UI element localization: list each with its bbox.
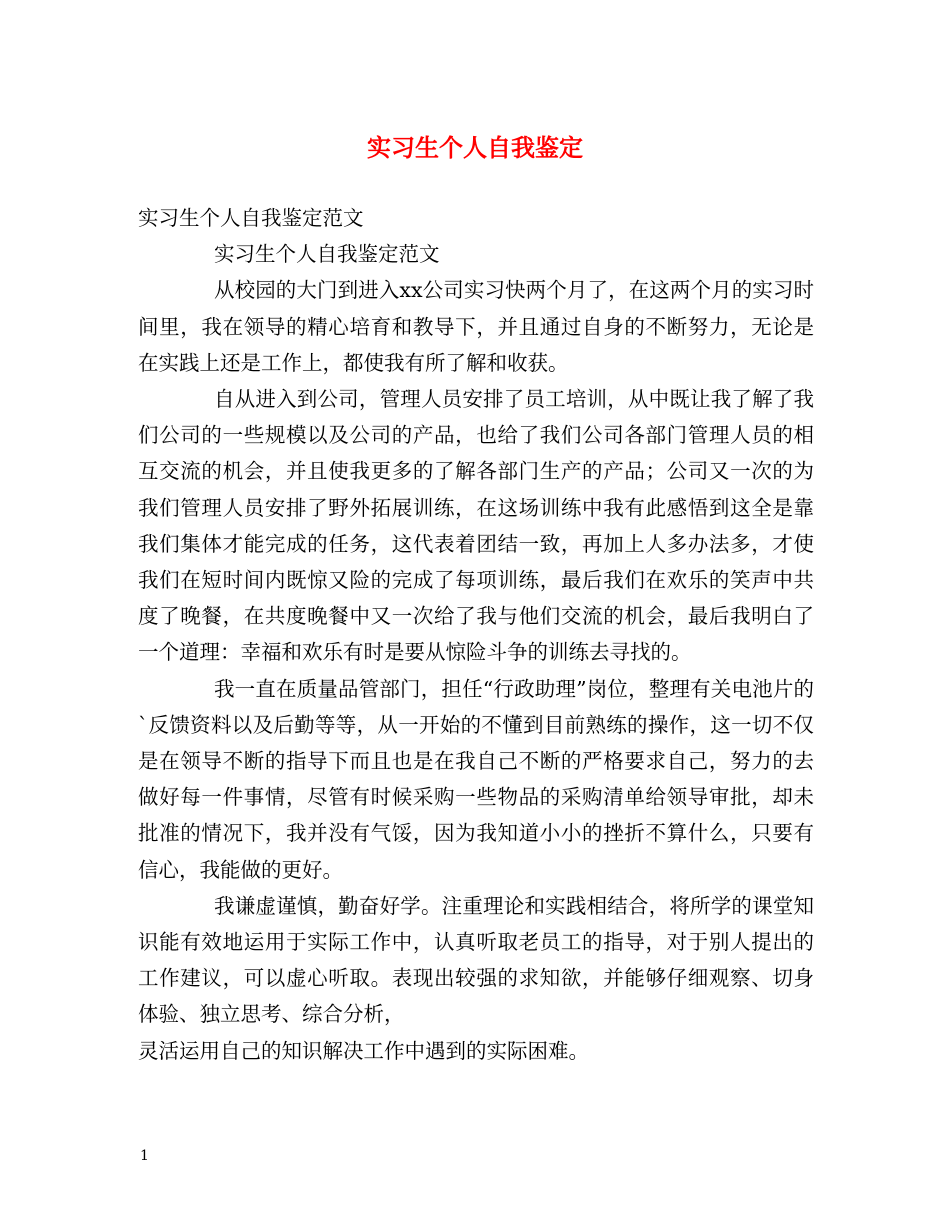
- paragraph: 实习生个人自我鉴定范文: [214, 242, 440, 267]
- paragraph: 实习生个人自我鉴定范文: [138, 206, 364, 230]
- paragraph: 从校园的大门到进入xx公司实习快两个月了，在这两个月的实习时间里，我在领导的精心培育和教导下，并且通过自身的不断努力，无论是在实践上还是工作上，都使我有所了解和收获。: [138, 278, 814, 375]
- paragraph: 自从进入到公司，管理人员安排了员工培训，从中既让我了解了我们公司的一些规模以及公司的产品，也给了我们公司各部门管理人员的相互交流的机会，并且使我更多的了解各部门生产的产品；公司又一次的为我们管理人员安排了野外拓展训练，在这场训练中我有此感悟到这全是靠我们集体才能完成的任务，这代表着团结一致，再加上人多办法多，才使我们在短时间内既惊又险的完成了每项训练，最后我们在欢乐的笑声中共度了晚餐，在共度晚餐中又一次给了我与他们交流的机会，最后我明白了一个道理：幸福和欢乐有时是要从惊险斗争的训练去寻找的。: [138, 387, 814, 665]
- document-title: 实习生个人自我鉴定: [367, 133, 583, 162]
- document-body: [138, 200, 814, 1069]
- paragraph: 灵活运用自己的知识解决工作中遇到的实际困难。: [138, 1038, 589, 1063]
- page-number: 1: [140, 1148, 149, 1164]
- paragraph: 我谦虚谨慎，勤奋好学。注重理论和实践相结合，将所学的课堂知识能有效地运用于实际工作中，认真听取老员工的指导，对于别人提出的工作建议，可以虚心听取。表现出较强的求知欲，并能够仔细观察、切身体验、独立思考、综合分析，: [138, 893, 814, 1027]
- paragraph: 我一直在质量品管部门，担任“行政助理”岗位，整理有关电池片的`反馈资料以及后勤等等，从一开始的不懂到目前熟练的操作，这一切不仅是在领导不断的指导下而且也是在我自己不断的严格要求自己，努力的去做好每一件事情，尽管有时候采购一些物品的采购清单给领导审批，却未批准的情况下，我并没有气馁，因为我知道小小的挫折不算什么，只要有信心，我能做的更好。: [138, 676, 814, 882]
